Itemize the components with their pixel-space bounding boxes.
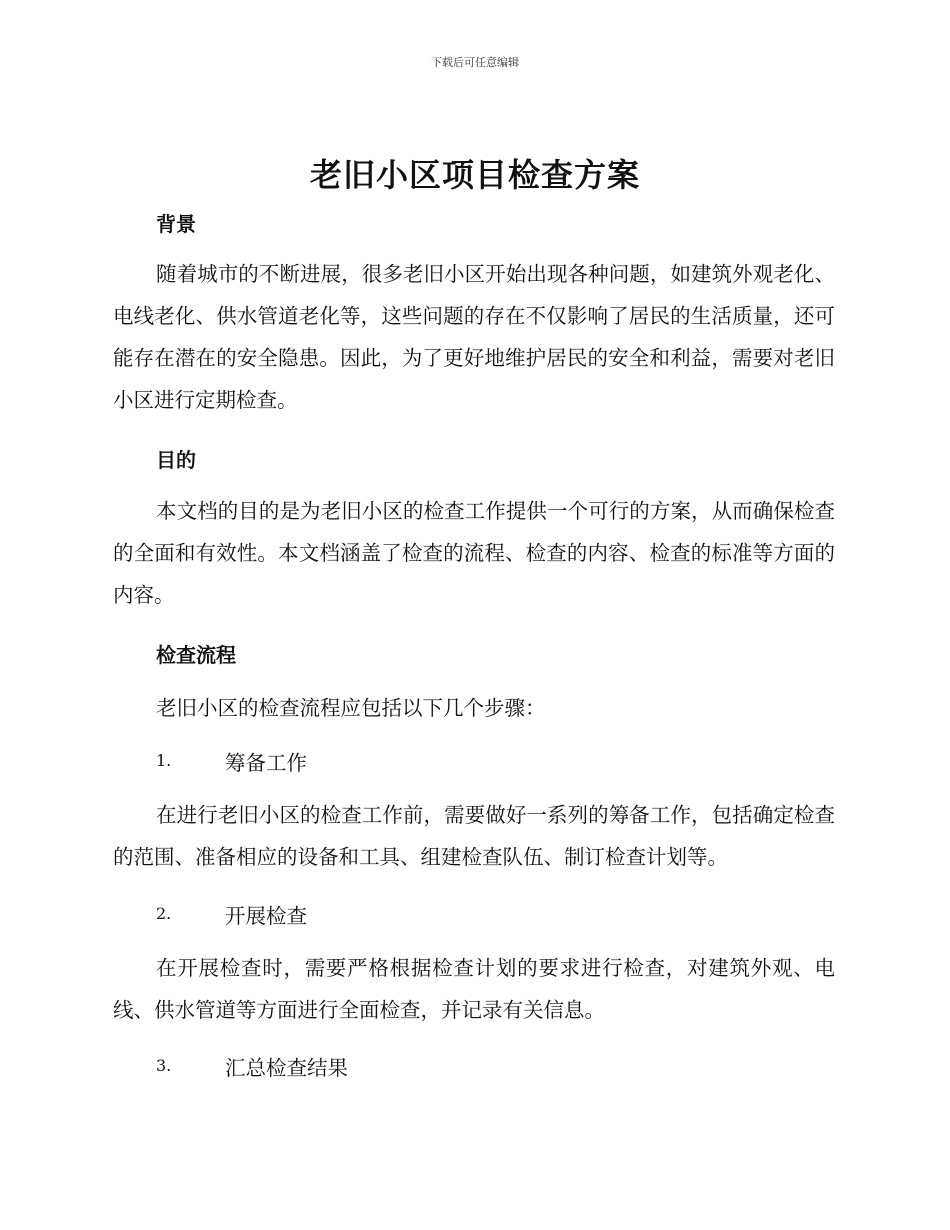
heading-purpose: 目的: [156, 448, 196, 472]
step-2-number: 2.: [156, 904, 172, 923]
step-1-title: 筹备工作: [225, 751, 307, 775]
step-1-number: 1.: [156, 751, 172, 770]
paragraph-purpose: 本文档的目的是为老旧小区的检查工作提供一个可行的方案，从而确保检查的全面和有效性。本文档涵盖了检查的流程、检查的内容、检查的标准等方面的内容。: [113, 499, 835, 607]
step-3-number: 3.: [156, 1056, 172, 1075]
paragraph-background: 随着城市的不断进展，很多老旧小区开始出现各种问题，如建筑外观老化、电线老化、供水管道老化等，这些问题的存在不仅影响了居民的生活质量，还可能存在潜在的安全隐患。因此，为了更好地维护居民的安全和利益，需要对老旧小区进行定期检查。: [113, 262, 835, 412]
process-intro: 老旧小区的检查流程应包括以下几个步骤：: [156, 696, 546, 720]
step-2-paragraph: 在开展检查时，需要严格根据检查计划的要求进行检查，对建筑外观、电线、供水管道等方面进行全面检查，并记录有关信息。: [113, 956, 835, 1022]
heading-process: 检查流程: [156, 643, 236, 667]
document-title: 老旧小区项目检查方案: [309, 156, 640, 194]
header-note: 下载后可任意编辑: [431, 56, 519, 69]
step-1-paragraph: 在进行老旧小区的检查工作前，需要做好一系列的筹备工作，包括确定检查的范围、准备相应的设备和工具、组建检查队伍、制订检查计划等。: [113, 803, 835, 869]
step-3-title: 汇总检查结果: [225, 1056, 348, 1080]
heading-background: 背景: [156, 212, 196, 236]
step-2-title: 开展检查: [225, 904, 307, 928]
